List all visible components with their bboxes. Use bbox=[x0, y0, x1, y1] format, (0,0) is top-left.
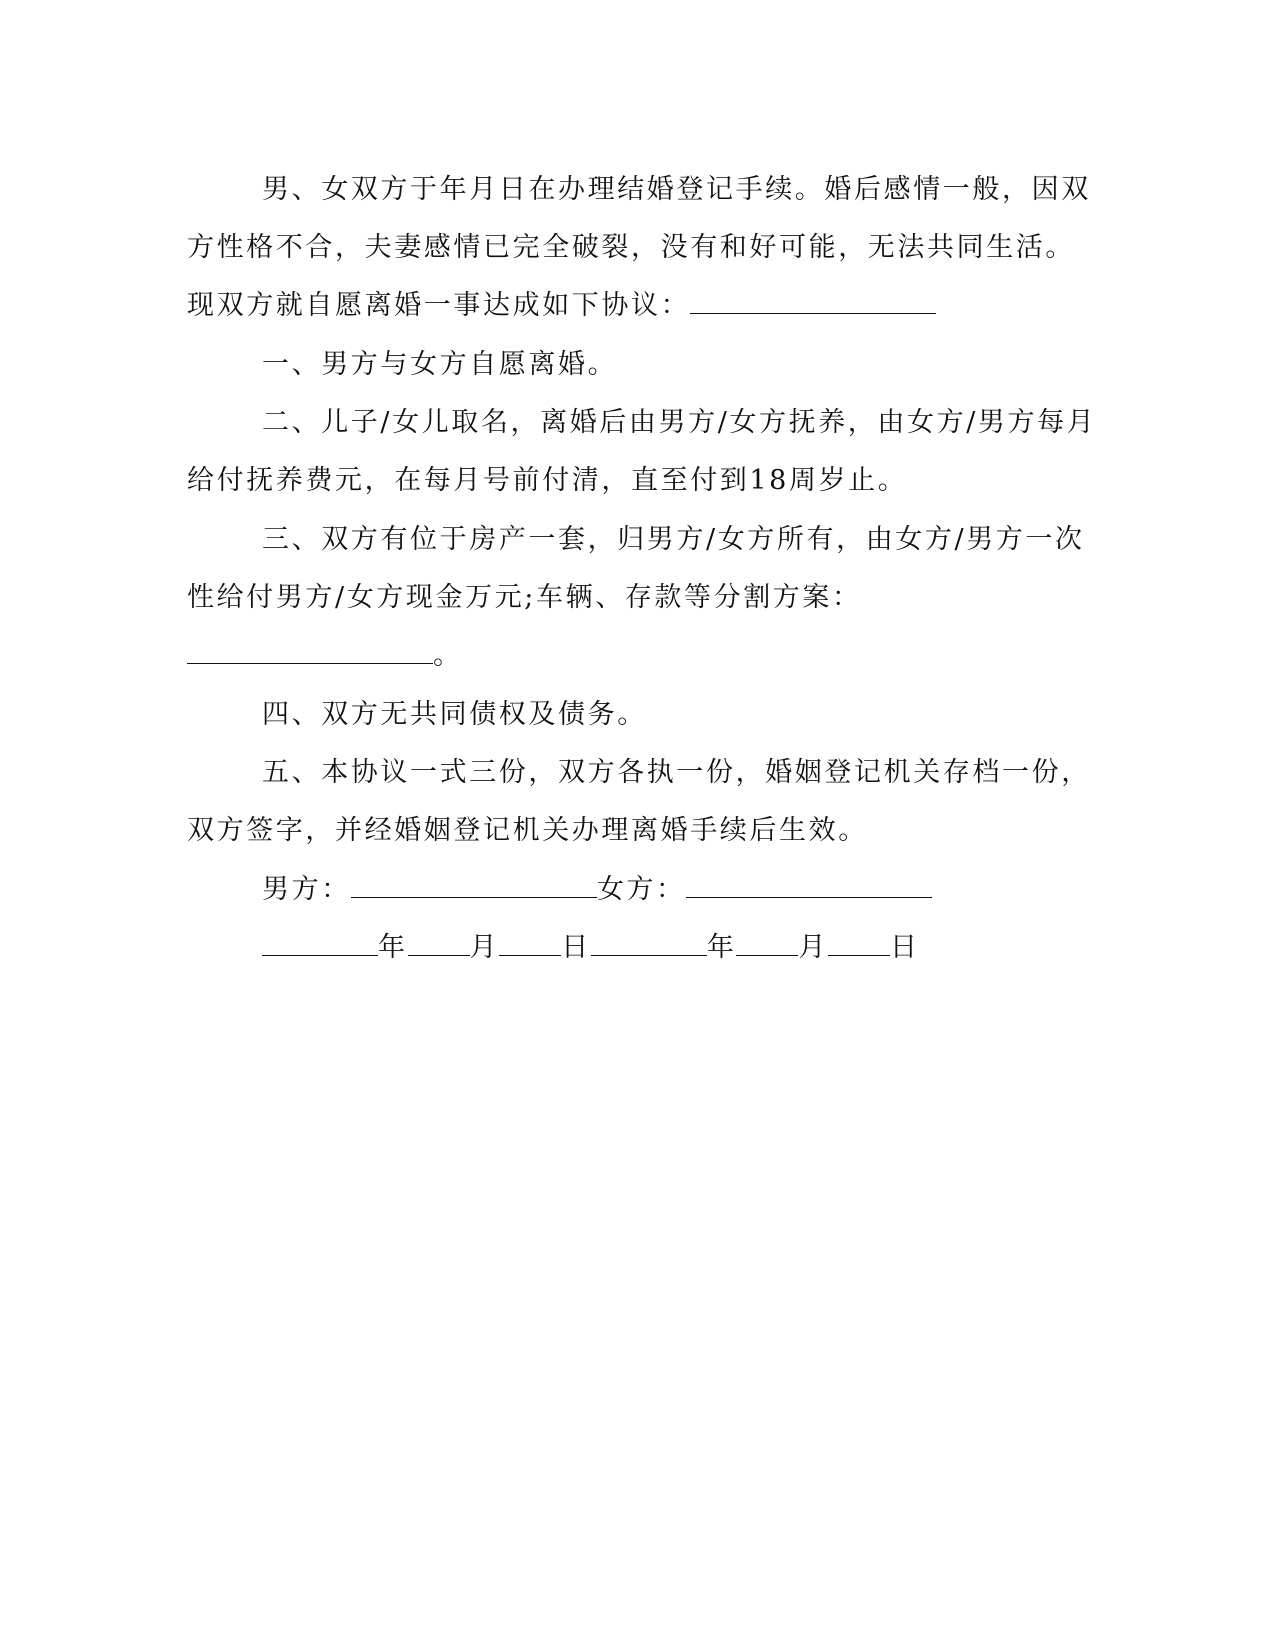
clause-3-end: 。 bbox=[433, 640, 463, 671]
clause-3-line-2: 性给付男方/女方现金万元;车辆、存款等分割方案： bbox=[187, 582, 862, 613]
female-label: 女方： bbox=[596, 874, 686, 905]
day-blank-1 bbox=[499, 929, 561, 956]
intro-paragraph-line-3 bbox=[187, 286, 1087, 326]
month-blank-1 bbox=[408, 929, 470, 956]
month-blank-2 bbox=[736, 929, 798, 956]
year-blank-2 bbox=[591, 929, 707, 956]
clause-5-line-2: 双方签字，并经婚姻登记机关办理离婚手续后生效。 bbox=[187, 815, 868, 846]
day-blank-2 bbox=[828, 929, 890, 956]
day-label-2: 日 bbox=[890, 932, 920, 963]
clause-2-line-2: 给付抚养费元，在每月号前付清，直至付到18周岁止。 bbox=[187, 465, 908, 496]
month-label-1: 月 bbox=[469, 932, 500, 963]
division-plan-blank bbox=[187, 637, 433, 664]
year-label-2: 年 bbox=[706, 932, 737, 963]
intro-paragraph-line-2: 方性格不合，夫妻感情已完全破裂，没有和好可能，无法共同生活。 bbox=[187, 232, 1075, 263]
year-blank-1 bbox=[262, 929, 378, 956]
female-signature-blank bbox=[686, 871, 932, 898]
clause-3-line-1: 三、双方有位于房产一套，归男方/女方所有，由女方/男方一次 bbox=[262, 524, 1085, 555]
clause-3-line-3 bbox=[187, 636, 1087, 676]
date-line bbox=[262, 928, 1162, 968]
male-signature-blank bbox=[351, 871, 597, 898]
clause-5-line-1: 五、本协议一式三份，双方各执一份，婚姻登记机关存档一份， bbox=[262, 757, 1091, 788]
intro-paragraph-line-1: 男、女双方于年月日在办理结婚登记手续。婚后感情一般，因双 bbox=[262, 174, 1091, 205]
month-label-2: 月 bbox=[798, 932, 829, 963]
intro-text: 现双方就自愿离婚一事达成如下协议： bbox=[187, 290, 691, 321]
male-label: 男方： bbox=[262, 874, 351, 905]
clause-1: 一、男方与女方自愿离婚。 bbox=[262, 349, 618, 380]
signature-line bbox=[262, 870, 1162, 910]
year-label-1: 年 bbox=[378, 932, 408, 963]
day-label-1: 日 bbox=[561, 932, 591, 963]
agreement-blank bbox=[690, 287, 936, 314]
clause-4: 四、双方无共同债权及债务。 bbox=[262, 699, 647, 730]
clause-2-line-1: 二、儿子/女儿取名，离婚后由男方/女方抚养，由女方/男方每月 bbox=[262, 407, 1097, 438]
